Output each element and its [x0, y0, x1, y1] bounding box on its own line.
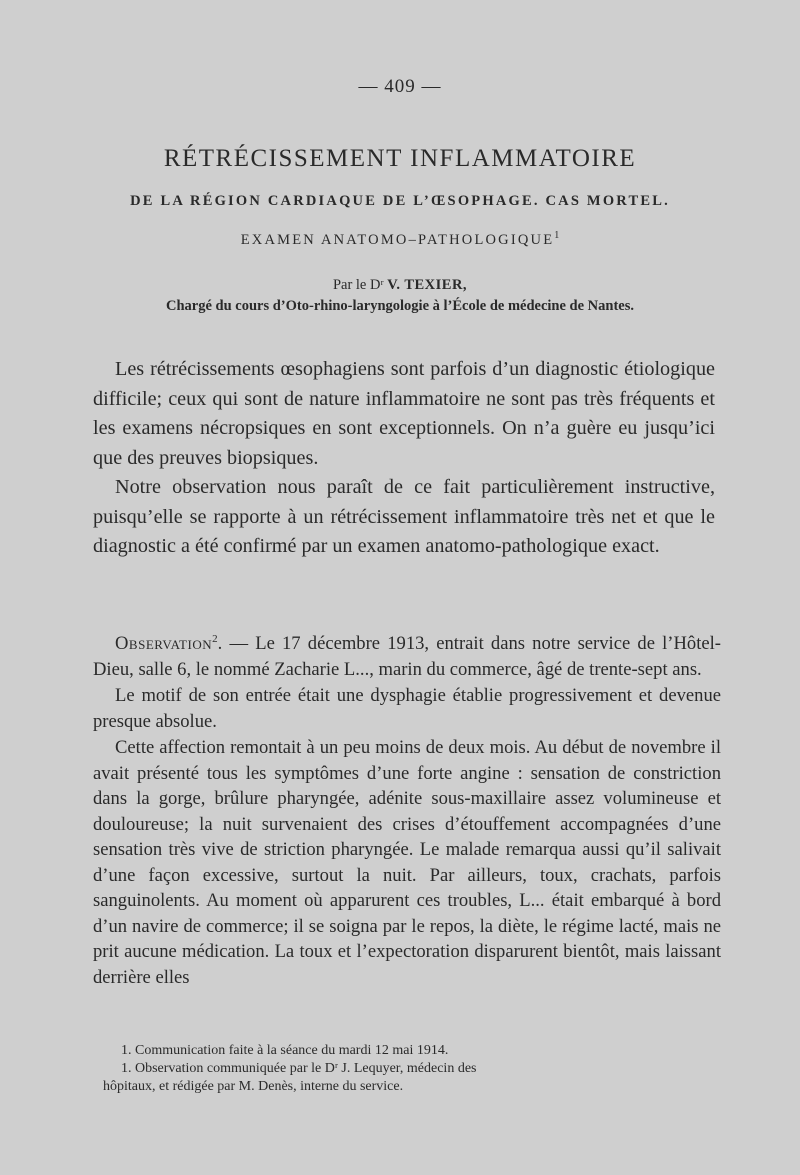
author-name: V. TEXIER, — [387, 277, 468, 293]
author-byline — [0, 277, 800, 294]
observation-first-text: . — Le 17 décembre 1913, entrait dans notre service de l’Hôtel-Dieu, salle 6, le nommé Zacharie L..., marin du commerce, âgé de trente-sept ans. — [93, 633, 721, 680]
observation-paragraph: Le motif de son entrée était une dysphagie établie progressivement et devenue presque absolue. — [93, 685, 721, 732]
author-affiliation: Chargé du cours d’Oto-rhino-laryngologie à l’École de médecine de Nantes. — [166, 298, 634, 314]
article-title: RÉTRÉCISSEMENT INFLAMMATOIRE — [163, 145, 637, 172]
article-subtitle-line1: DE LA RÉGION CARDIAQUE DE L’ŒSOPHAGE. CAS MORTEL. — [130, 193, 670, 209]
observation-section — [93, 627, 721, 990]
footnote-1: 1. Communication faite à la séance du mardi 12 mai 1914. — [121, 1043, 449, 1058]
byline-prefix: Par le Dʳ — [332, 277, 384, 293]
footnotes — [103, 1042, 721, 1096]
introduction — [93, 355, 715, 562]
footnote-ref-2: 2 — [212, 633, 218, 645]
observation-first-paragraph — [93, 627, 721, 682]
footnote-ref-1: 1 — [554, 230, 560, 241]
page-number: — 409 — — [358, 76, 442, 97]
article-subtitle-line2 — [0, 230, 800, 249]
subtitle-line2-text: EXAMEN ANATOMO–PATHOLOGIQUE — [240, 231, 555, 248]
intro-paragraph: Notre observation nous paraît de ce fait particulièrement instructive, puisqu’elle se rapporte à un rétrécissement inflammatoire très net et que le diagnostic a été confirmé par un examen anatomo-pathologique exact. — [93, 476, 715, 557]
observation-label: Observation — [115, 633, 213, 655]
footnote-2-line1: 1. Observation communiquée par le Dʳ J. Lequyer, médecin des — [121, 1061, 477, 1076]
observation-paragraph: Cette affection remontait à un peu moins de deux mois. Au début de novembre il avait présenté tous les symptômes d’une forte angine : sensation de constriction dans la gorge, brûlure pharyngée, adénite sous-maxillaire assez volumineuse et douloureuse; la nuit survenaient des crises d’étouffement accompagnées d’une sensation très vive de striction pharyngée. Le malade remarqua aussi qu’il salivait d’une façon excessive, surtout la nuit. Par ailleurs, toux, crachats, parfois sanguinolents. Au moment où apparurent ces troubles, L... était embarqué à bord d’un navire de commerce; il se soigna par le repos, la diète, le régime lacté, mais ne prit aucune médication. La toux et l’expectoration disparurent bientôt, mais laissant derrière elles — [93, 737, 721, 988]
intro-paragraph: Les rétrécissements œsophagiens sont parfois d’un diagnostic étiologique difficile; ceux qui sont de nature inflammatoire ne sont pas très fréquents et les examens nécropsiques en sont exceptionnels. On n’a guère eu jusqu’ici que des preuves biopsiques. — [93, 358, 715, 469]
footnote-2-line2: hôpitaux, et rédigée par M. Denès, interne du service. — [103, 1079, 404, 1094]
